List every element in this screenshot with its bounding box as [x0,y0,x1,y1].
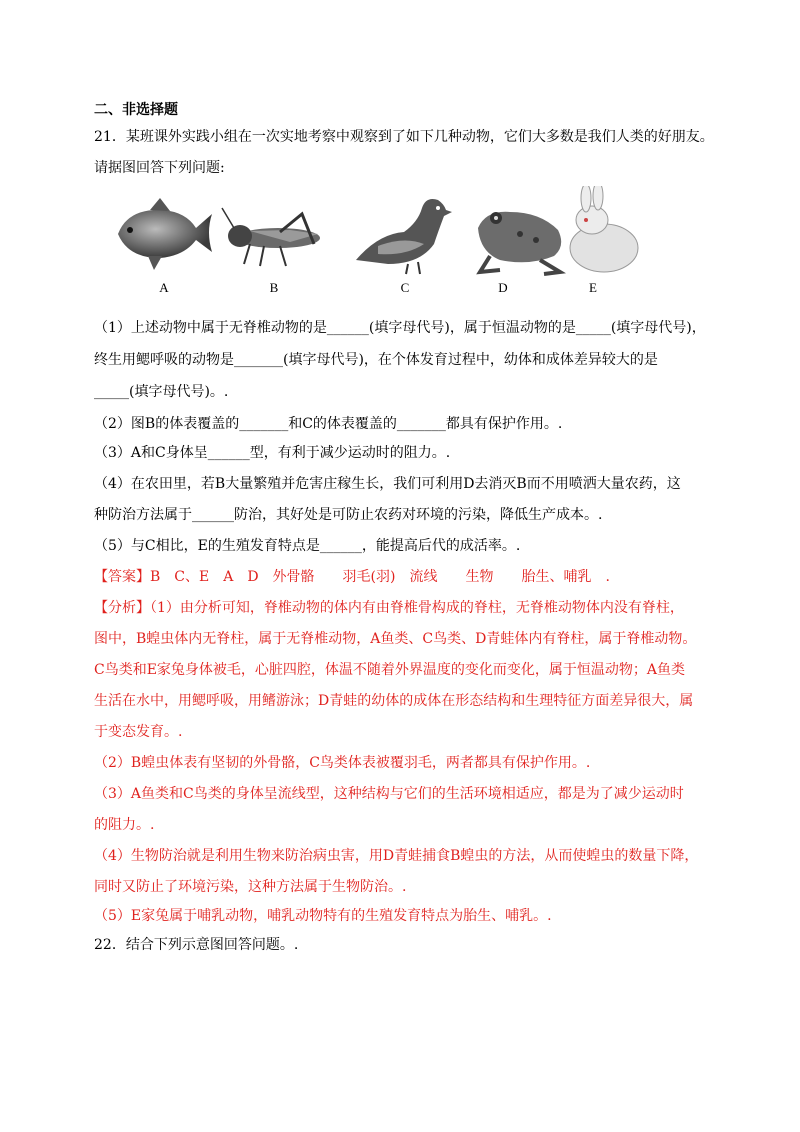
analysis-line: （2）B蝗虫体表有坚韧的外骨骼，C鸟类体表被覆羽毛，两者都具有保护作用。. [94,755,591,771]
rabbit-image [556,186,646,276]
figure-label-b: B [269,280,279,295]
q21-part4-line1: （4）在农田里，若B大量繁殖并危害庄稼生长，我们可利用D去消灭B而不用喷洒大量农药，这 [94,476,681,492]
analysis-line: 于变态发育。. [94,724,183,740]
q21-part1-line3: _____(填字母代号)。. [94,384,229,400]
q21-part1-line2: 终生用鳃呼吸的动物是_______(填字母代号)，在个体发育过程中，幼体和成体差异较大的是 [94,352,658,368]
figure-label-c: C [400,280,410,295]
q21-part5: （5）与C相比，E的生殖发育特点是______，能提高后代的成活率。. [94,538,521,554]
q22-text: 22．结合下列示意图回答问题。. [94,937,299,953]
analysis-line: C鸟类和E家兔身体被毛，心脏四腔，体温不随着外界温度的变化而变化，属于恒温动物；A鱼类 [94,662,686,678]
analysis-line: 同时又防止了环境污染，这种方法属于生物防治。. [94,879,407,895]
fish-image [108,186,218,276]
analysis-line: 【分析】（1）由分析可知，脊椎动物的体内有由脊椎骨构成的脊柱，无脊椎动物体内没有脊柱， [94,600,684,616]
analysis-line: （3）A鱼类和C鸟类的身体呈流线型，这种结构与它们的生活环境相适应，都是为了减少运动时 [94,786,684,802]
frog-image [470,186,570,276]
analysis-line: 生活在水中，用鳃呼吸，用鳍游泳；D青蛙的幼体的成体在形态结构和生理特征方面差异很大，属 [94,693,694,709]
analysis-line: 的阻力。. [94,817,155,833]
figure-label-e: E [589,280,597,295]
figure-label-a: A [159,280,169,295]
q21-part4-line2: 种防治方法属于______防治，其好处是可防止农药对环境的污染，降低生产成本。. [94,507,603,523]
analysis-line: 图中，B蝗虫体内无脊柱，属于无脊椎动物，A鱼类、C鸟类、D青蛙体内有脊柱，属于脊椎动物。 [94,631,697,647]
answer-line: 【答案】B C、E A D 外骨骼 羽毛(羽) 流线 生物 胎生、哺乳 . [94,569,610,585]
grasshopper-image [220,186,330,276]
section-title: 二、非选择题 [94,102,178,118]
q21-intro-line1: 21．某班课外实践小组在一次实地考察中观察到了如下几种动物，它们大多数是我们人类的好朋友。 [94,129,714,145]
pigeon-image [348,186,458,276]
animal-figure [108,186,668,306]
q21-intro-line2: 请据图回答下列问题: [94,160,225,176]
q21-part1-line1: （1）上述动物中属于无脊椎动物的是______(填字母代号)，属于恒温动物的是_____(填字母代号)， [94,320,706,336]
analysis-line: （5）E家兔属于哺乳动物，哺乳动物特有的生殖发育特点为胎生、哺乳。. [94,908,552,924]
q21-part2: （2）图B的体表覆盖的_______和C的体表覆盖的_______都具有保护作用。. [94,416,563,432]
analysis-line: （4）生物防治就是利用生物来防治病虫害，用D青蛙捕食B蝗虫的方法，从而使蝗虫的数量下降， [94,848,699,864]
q21-part3: （3）A和C身体呈______型，有利于减少运动时的阻力。. [94,445,451,461]
figure-label-d: D [498,280,508,295]
